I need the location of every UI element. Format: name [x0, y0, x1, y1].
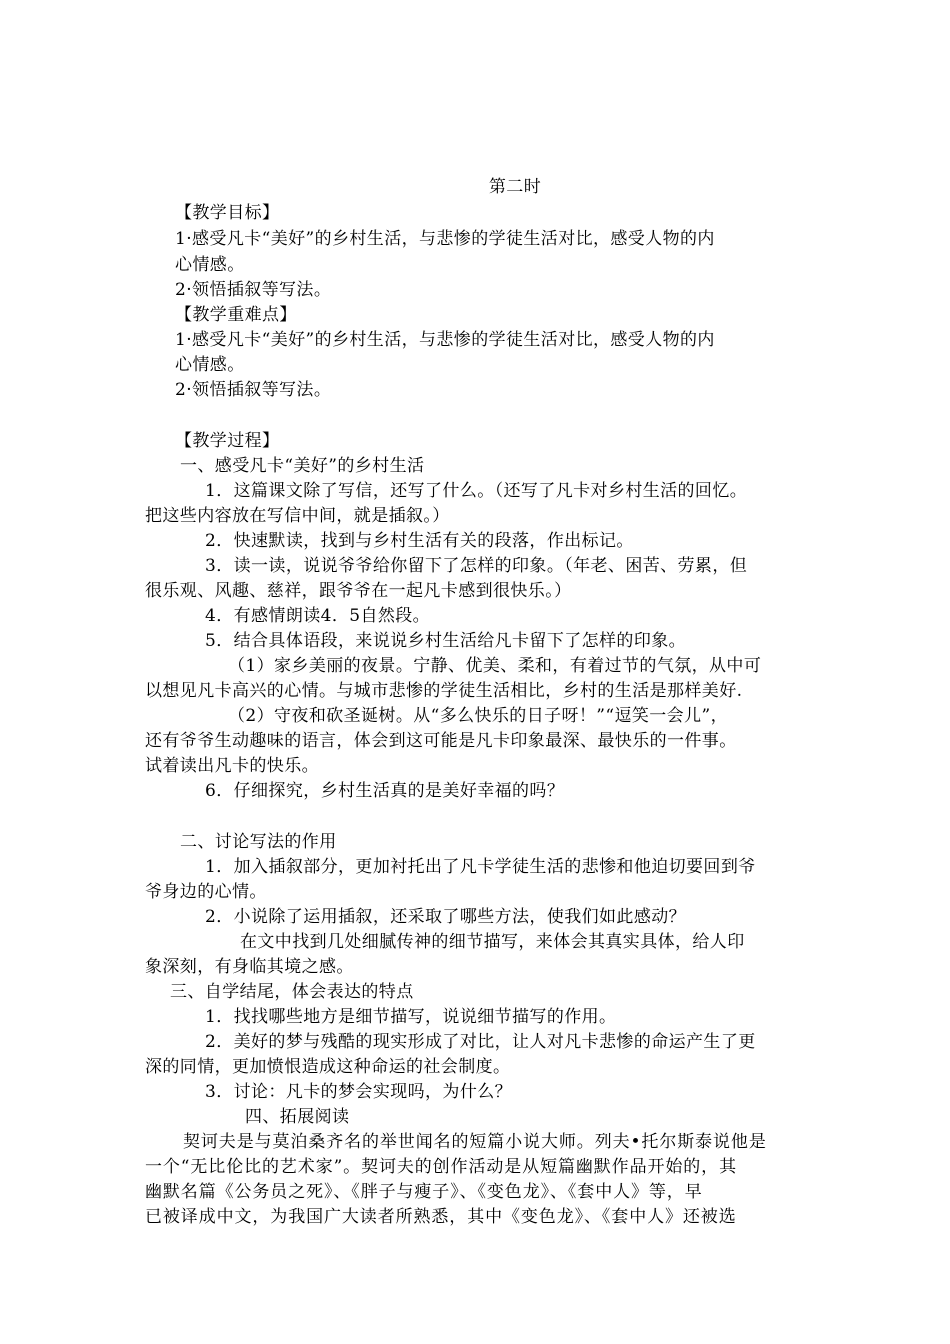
subsection-heading: 四、拓展阅读 [245, 1107, 350, 1127]
paragraph-line: （2）守夜和砍圣诞树。从“多么快乐的日子呀！”“逗笑一会儿”， [228, 706, 728, 726]
lesson-title: 第二时 [488, 177, 542, 197]
paragraph-line: 爷身边的心情。 [145, 882, 267, 902]
paragraph-line: 把这些内容放在写信中间，就是插叙。） [145, 506, 450, 526]
paragraph-line: 6．仔细探究，乡村生活真的是美好幸福的吗？ [205, 781, 565, 801]
paragraph-line: 4．有感情朗读4．5自然段。 [205, 606, 431, 626]
paragraph-line: 3．讨论：凡卡的梦会实现吗，为什么？ [205, 1082, 513, 1102]
paragraph-line: 以想见凡卡高兴的心情。与城市悲惨的学徒生活相比，乡村的生活是那样美好. [145, 681, 743, 701]
paragraph-line: 1·感受凡卡“美好”的乡村生活，与悲惨的学徒生活对比，感受人物的内 [175, 229, 715, 249]
paragraph-line: 2．小说除了运用插叙，还采取了哪些方法，使我们如此感动？ [205, 907, 687, 927]
paragraph-line: 5．结合具体语段，来说说乡村生活给凡卡留下了怎样的印象。 [205, 631, 687, 651]
paragraph-line: 2．美好的梦与残酷的现实形成了对比，让人对凡卡悲惨的命运产生了更 [205, 1032, 756, 1052]
paragraph-line: 很乐观、风趣、慈祥，跟爷爷在一起凡卡感到很快乐。） [145, 581, 572, 601]
paragraph-line: 1．找找哪些地方是细节描写，说说细节描写的作用。 [205, 1007, 617, 1027]
paragraph-line: 心情感。 [175, 255, 245, 275]
paragraph-line: 2·领悟插叙等写法。 [175, 280, 332, 300]
paragraph-line: 还有爷爷生动趣味的语言，体会到这可能是凡卡印象最深、最快乐的一件事。 [145, 731, 737, 751]
paragraph-line: （1）家乡美丽的夜景。宁静、优美、柔和，有着过节的气氛，从中可 [228, 656, 762, 676]
section-heading: 【教学重难点】 [175, 305, 297, 325]
paragraph-line: 心情感。 [175, 355, 245, 375]
paragraph-line: 契诃夫是与莫泊桑齐名的举世闻名的短篇小说大师。列夫•托尔斯泰说他是 [183, 1132, 767, 1152]
subsection-heading: 一、感受凡卡“美好”的乡村生活 [180, 456, 425, 476]
paragraph-line: 象深刻，有身临其境之感。 [145, 957, 354, 977]
section-heading: 【教学过程】 [175, 431, 280, 451]
paragraph-line: 一个“无比伦比的艺术家”。契诃夫的创作活动是从短篇幽默作品开始的，其 [145, 1157, 737, 1177]
paragraph-line: 1·感受凡卡“美好”的乡村生活，与悲惨的学徒生活对比，感受人物的内 [175, 330, 715, 350]
paragraph-line: 已被译成中文，为我国广大读者所熟悉，其中《变色龙》、《套中人》还被选 [145, 1207, 737, 1227]
section-heading: 【教学目标】 [175, 203, 280, 223]
subsection-heading: 二、讨论写法的作用 [180, 832, 337, 852]
paragraph-line: 1．加入插叙部分，更加衬托出了凡卡学徒生活的悲惨和他迫切要回到爷 [205, 857, 756, 877]
paragraph-line: 试着读出凡卡的快乐。 [145, 756, 319, 776]
paragraph-line: 深的同情，更加愤恨造成这种命运的社会制度。 [145, 1057, 511, 1077]
paragraph-line: 2．快速默读，找到与乡村生活有关的段落，作出标记。 [205, 531, 634, 551]
paragraph-line: 在文中找到几处细腻传神的细节描写，来体会其真实具体，给人印 [240, 932, 745, 952]
paragraph-line: 3．读一读，说说爷爷给你留下了怎样的印象。（年老、困苦、劳累，但 [205, 556, 748, 576]
paragraph-line: 1．这篇课文除了写信，还写了什么。（还写了凡卡对乡村生活的回忆。 [205, 481, 748, 501]
paragraph-line: 幽默名篇《公务员之死》、《胖子与瘦子》、《变色龙》、《套中人》等，早 [145, 1182, 703, 1202]
paragraph-line: 2·领悟插叙等写法。 [175, 380, 332, 400]
subsection-heading: 三、自学结尾，体会表达的特点 [170, 982, 414, 1002]
